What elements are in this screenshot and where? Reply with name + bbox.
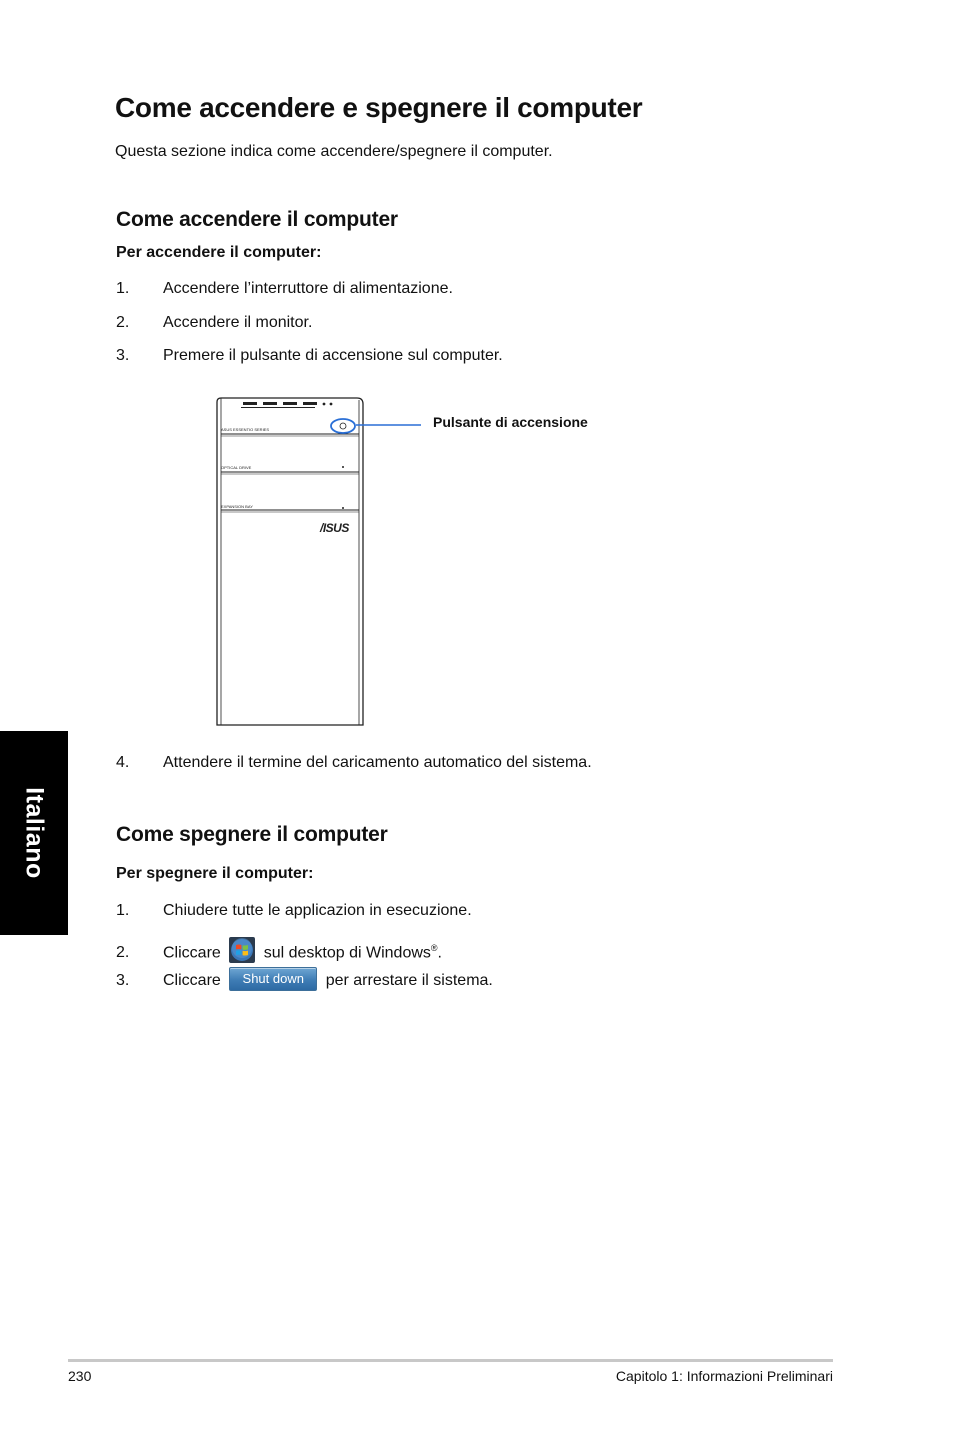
language-side-tab [0, 731, 68, 935]
page-title: Come accendere e spegnere il computer [115, 92, 643, 123]
windows-start-orb-icon[interactable] [229, 937, 255, 963]
expansion-bay-label: EXPANSION BAY [221, 504, 253, 509]
power-off-heading: Come spegnere il computer [116, 823, 388, 846]
footer-divider [68, 1359, 833, 1362]
power-on-step [116, 278, 453, 300]
step-number: 4. [116, 754, 130, 771]
step-text-end: . [437, 944, 442, 962]
step-text: Premere il pulsante di accensione sul computer. [163, 347, 503, 364]
power-button-callout: Pulsante di accensione [433, 414, 588, 430]
power-on-subheading: Per accendere il computer: [116, 244, 322, 261]
shut-down-button[interactable]: Shut down [229, 967, 317, 991]
step-text: per arrestare il sistema. [325, 972, 493, 989]
step-text: Chiudere tutte le applicazion in esecuzione. [163, 902, 472, 919]
computer-tower-illustration [205, 392, 435, 732]
asus-logo: /ISUS [320, 521, 349, 535]
step-number: 2. [116, 944, 130, 962]
step-text: Attendere il termine del caricamento automatico del sistema. [163, 754, 592, 771]
power-on-step [116, 752, 592, 774]
step-text: sul desktop di Windows [263, 944, 431, 962]
step-number: 3. [116, 972, 130, 989]
power-on-step [116, 312, 312, 334]
step-text: Cliccare [163, 972, 221, 989]
step-number: 1. [116, 280, 130, 297]
intro-text: Questa sezione indica come accendere/spegnere il computer. [115, 143, 553, 160]
step-text: Accendere l’interruttore di alimentazione. [163, 280, 453, 297]
page-number: 230 [68, 1368, 92, 1384]
top-bay-label: ASUS ESSENTIO SERIES [221, 427, 270, 432]
power-on-heading: Come accendere il computer [116, 208, 398, 231]
power-off-subheading: Per spegnere il computer: [116, 865, 314, 882]
optical-drive-label: OPTICAL DRIVE [221, 465, 252, 470]
chapter-title: Capitolo 1: Informazioni Preliminari [615, 1368, 833, 1384]
power-off-step [116, 937, 442, 962]
step-text: Cliccare [163, 944, 221, 962]
registered-mark: ® [430, 943, 438, 953]
power-on-step [116, 345, 503, 367]
step-number: 2. [116, 314, 130, 331]
step-number: 1. [116, 902, 130, 919]
language-label: Italiano [20, 787, 49, 879]
power-off-step [116, 970, 493, 992]
step-text: Accendere il monitor. [163, 314, 313, 331]
step-number: 3. [116, 347, 130, 364]
power-off-step [116, 900, 472, 922]
